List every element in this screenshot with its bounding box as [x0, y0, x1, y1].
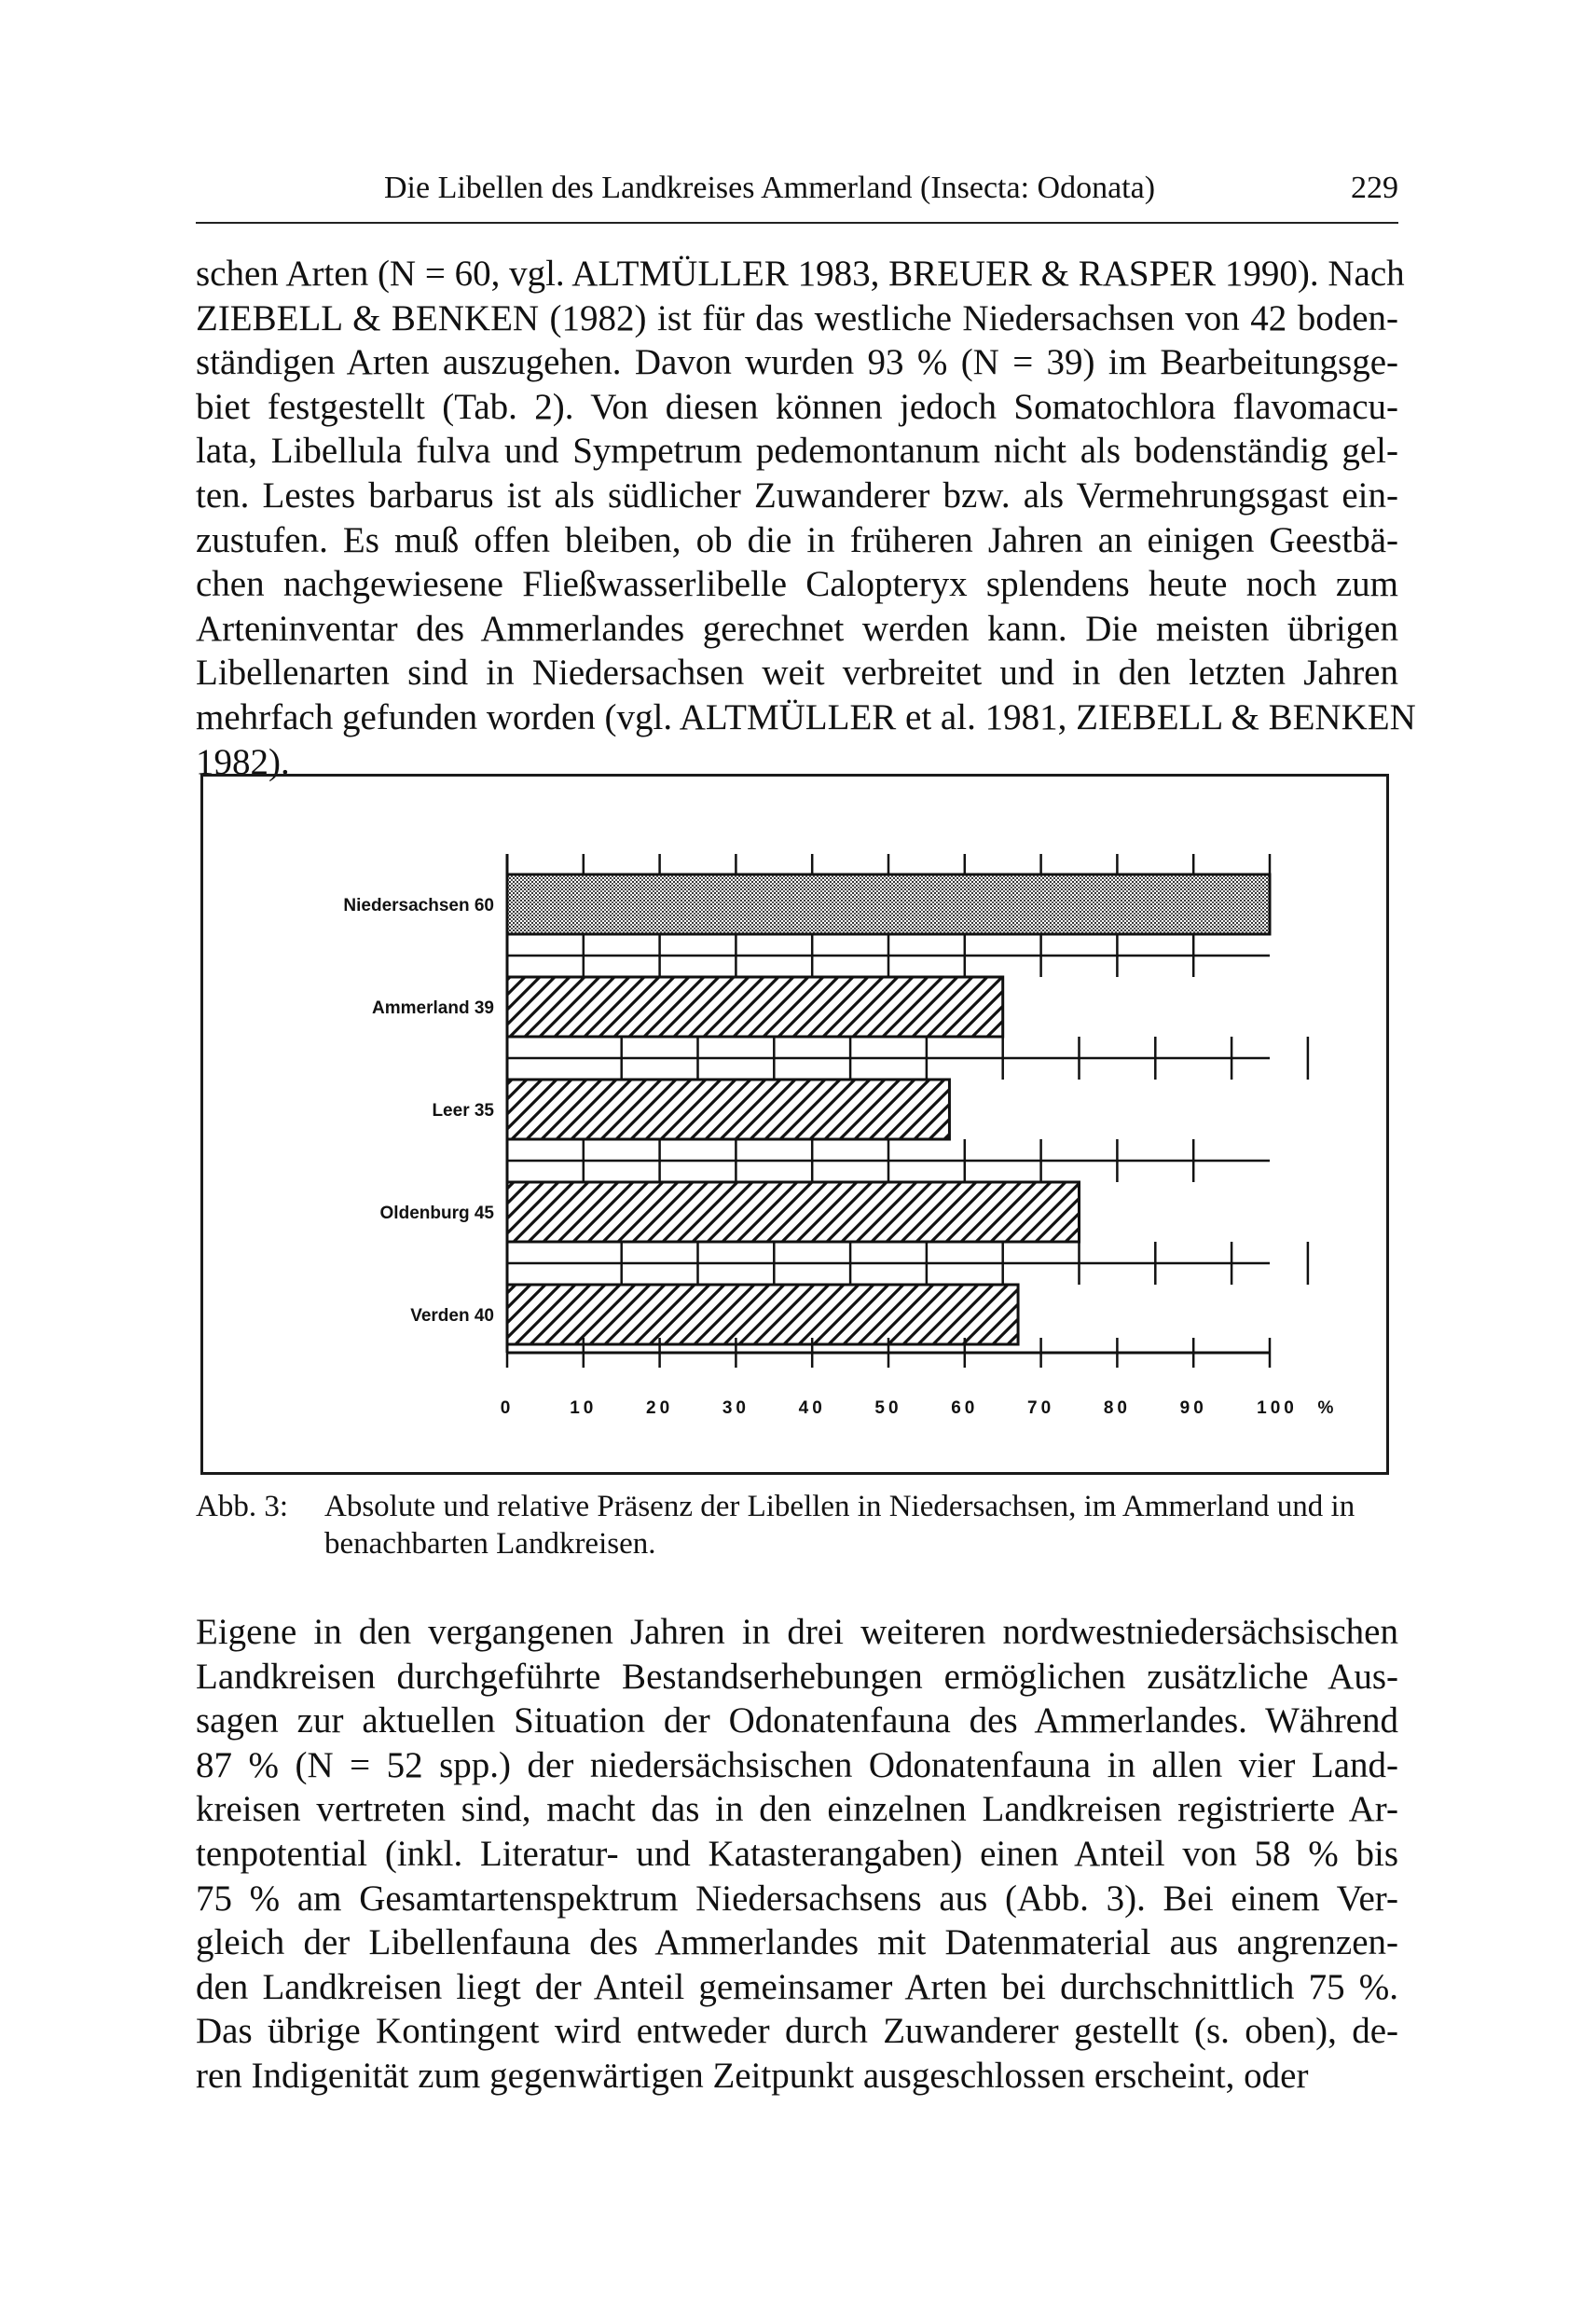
text-line: lata, Libellula fulva und Sympetrum pedemontanum nicht als bodenständig gel- — [196, 431, 1398, 472]
x-tick-label: 10 — [570, 1398, 598, 1418]
page-header — [0, 171, 1596, 217]
text-line: mehrfach gefunden worden (vgl. ALTMÜLLER et al. 1981, ZIEBELL & BENKEN — [196, 696, 1416, 737]
bar — [507, 977, 1003, 1037]
x-tick-label: 70 — [1027, 1398, 1055, 1418]
x-tick-label: 100 — [1257, 1398, 1298, 1418]
text-line: Das übrige Kontingent wird entweder durch Zuwanderer gestellt (s. oben), de- — [196, 2011, 1398, 2052]
page-number: 229 — [1351, 171, 1398, 205]
figure-frame — [200, 774, 1389, 1475]
text-line: tenpotential (inkl. Literatur- und Katasterangaben) einen Anteil von 58 % bis — [196, 1833, 1398, 1874]
category-label: Leer 35 — [432, 1101, 494, 1121]
x-tick-label: 50 — [874, 1398, 902, 1418]
category-label: Ammerland 39 — [372, 998, 494, 1018]
text-line: biet festgestellt (Tab. 2). Von diesen können jedoch Somatochlora flavomacu- — [196, 386, 1398, 427]
bar — [507, 1285, 1018, 1344]
text-line: Eigene in den vergangenen Jahren in drei weiteren nordwestniedersächsischen — [196, 1612, 1398, 1652]
text-line: den Landkreisen liegt der Anteil gemeinsamer Arten bei durchschnittlich 75 %. — [196, 1966, 1398, 2007]
text-line: ten. Lestes barbarus ist als südlicher Zuwanderer bzw. als Vermehrungsgast ein- — [196, 475, 1398, 516]
text-line: chen nachgewiesene Fließwasserlibelle Calopteryx splendens heute noch zum — [196, 564, 1398, 605]
x-tick-label: 90 — [1179, 1398, 1207, 1418]
caption-text: Absolute und relative Präsenz der Libellen in Niedersachsen, im Ammerland und in benachbarten Landkreisen. — [324, 1490, 1355, 1561]
text-line: 87 % (N = 52 spp.) der niedersächsischen Odonatenfauna in allen vier Land- — [196, 1744, 1398, 1785]
text-line: Arteninventar des Ammerlandes gerechnet werden kann. Die meisten übrigen — [196, 608, 1398, 649]
x-tick-label: 60 — [951, 1398, 979, 1418]
text-line: ständigen Arten auszugehen. Davon wurden 93 % (N = 39) im Bearbeitungsge- — [196, 342, 1398, 383]
text-line: kreisen vertreten sind, macht das in den einzelnen Landkreisen registrierte Ar- — [196, 1789, 1398, 1830]
paragraph-1 — [196, 252, 1416, 784]
text-line: zustufen. Es muß offen bleiben, ob die in früheren Jahren an einigen Geestbä- — [196, 519, 1398, 560]
category-label: Oldenburg 45 — [379, 1204, 494, 1223]
paragraph-2 — [196, 1610, 1398, 2099]
running-title: Die Libellen des Landkreises Ammerland (Insecta: Odonata) — [384, 171, 1156, 205]
text-line: 75 % am Gesamtartenspektrum Niedersachsens aus (Abb. 3). Bei einem Ver- — [196, 1878, 1398, 1919]
text-line: sagen zur aktuellen Situation der Odonatenfauna des Ammerlandes. Während — [196, 1700, 1398, 1741]
x-tick-label: 80 — [1103, 1398, 1131, 1418]
text-line: schen Arten (N = 60, vgl. ALTMÜLLER 1983, BREUER & RASPER 1990). Nach — [196, 254, 1405, 294]
x-unit-label: % — [1317, 1398, 1334, 1418]
bar — [507, 1182, 1080, 1242]
x-tick-label: 20 — [646, 1398, 674, 1418]
text-line: ren Indigenität zum gegenwärtigen Zeitpunkt ausgeschlossen erscheint, oder — [196, 2055, 1309, 2096]
bar-chart — [203, 777, 1386, 1472]
caption-label: Abb. 3: — [196, 1490, 288, 1523]
text-line: ZIEBELL & BENKEN (1982) ist für das westliche Niedersachsen von 42 boden- — [196, 297, 1398, 338]
header-rule — [196, 222, 1398, 224]
bar — [507, 1080, 949, 1139]
category-label: Niedersachsen 60 — [343, 896, 494, 915]
text-line: gleich der Libellenfauna des Ammerlandes mit Datenmaterial aus angrenzen- — [196, 1922, 1398, 1963]
x-tick-label: 30 — [722, 1398, 750, 1418]
bar — [507, 874, 1270, 934]
text-line: Libellenarten sind in Niedersachsen weit verbreitet und in den letzten Jahren — [196, 653, 1398, 694]
category-label: Verden 40 — [410, 1306, 494, 1326]
text-line: Landkreisen durchgeführte Bestandserhebungen ermöglichen zusätzliche Aus- — [196, 1656, 1398, 1697]
x-tick-label: 0 — [500, 1398, 515, 1418]
x-tick-label: 40 — [798, 1398, 826, 1418]
text-line: 1982). — [196, 741, 290, 782]
